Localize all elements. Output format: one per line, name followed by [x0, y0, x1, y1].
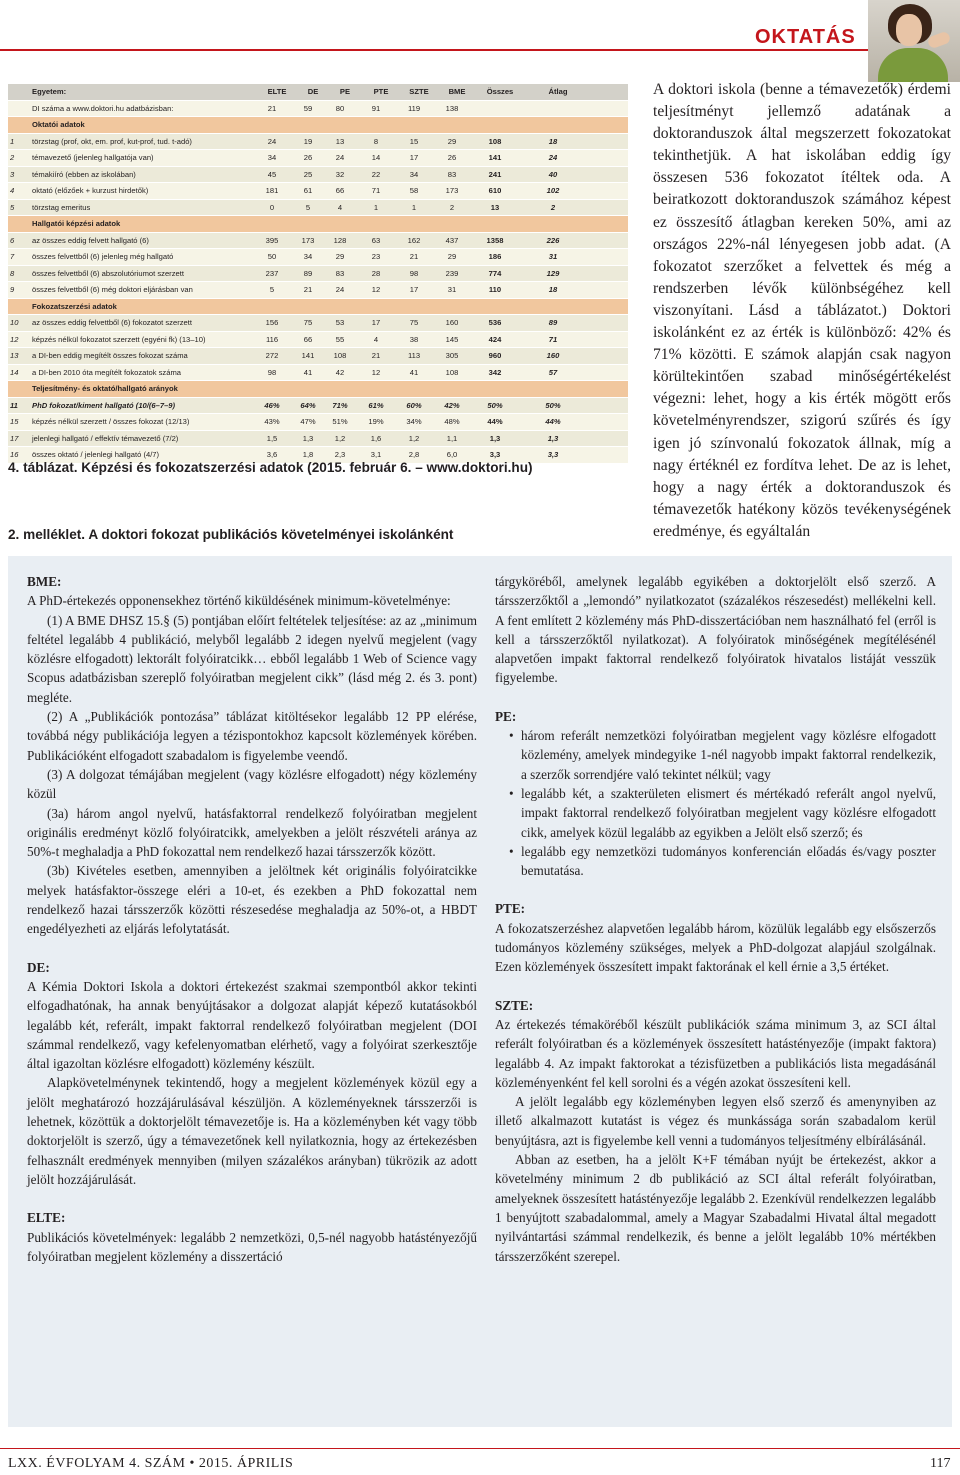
table-cell: 108: [488, 136, 502, 146]
paragraph: tárgyköréből, amelynek legalább egyikében a doktorjelölt első szerző. A társszerzőktől a „lemondó” nyilatkozatot (százalékos részesedést) mellékelni kell. A fent említett 2 közlemény más PhD-disszertációban nem használható fel (erről is kell a társszerzőktől nyilatkozat). A folyóiratok minőségének megítélésénél alapvetően impakt faktorral rendelkező folyóiratok hivatalos listáját vesszük figyelembe.: [495, 574, 936, 686]
table-cell: 119: [407, 103, 421, 113]
table-cell: 21: [409, 252, 419, 261]
box-column-left: [27, 572, 477, 1266]
row-label: összes felvettből (6) abszolutóriumot szerzett: [32, 268, 184, 278]
table-cell: 55: [335, 334, 345, 344]
paragraph: Abban az esetben, ha a jelölt K+F témában nyújt be értekezést, akkor a követelmény minimum 2 db publikáció az SCI által referált folyóiratban, amelyeknek összesített hatástényezője legalább 2. Ezenkívül rendelkezzen legalább 1 benyújtott szabadalommal, amely a Magyar Szabadalmi Hivatal által megadott nyilvántartási számmal rendelkezik, és benne a jelölt legalább 10% mértékben társszerzőként szerepel.: [495, 1152, 936, 1264]
table-cell: 19%: [368, 417, 384, 426]
header-rule: [0, 49, 960, 51]
table-cell: 24: [335, 153, 345, 162]
table-cell: 437: [445, 235, 459, 245]
table-cell: 43%: [264, 417, 280, 426]
table-cell: 15: [409, 136, 419, 146]
requirements-box: [8, 556, 952, 1427]
table-cell: 774: [488, 268, 502, 278]
table-cell: 102: [546, 186, 560, 195]
table-cell: 38: [409, 334, 419, 344]
table-row: [8, 249, 628, 266]
table-cell: 128: [333, 235, 347, 245]
pte-heading: PTE:: [495, 901, 526, 917]
table-cell: 61: [303, 186, 313, 195]
table-cell: 31: [447, 285, 457, 294]
table-cell: 129: [546, 268, 560, 278]
de-heading: DE:: [27, 959, 50, 975]
paragraph: A fokozatszerzéshez alapvetően legalább három, közülük legalább egy elsőszerzős tudományos közlemény szükséges, melyek a PhD-dolgozat alapjául szolgálnak. Ezen közlemények összesített impakt faktorának el kell érnie a 3,5 értéket.: [495, 920, 936, 975]
row-label: PhD fokozat/kiment hallgató (10/(6–7–9): [32, 400, 176, 410]
table-row: [8, 365, 628, 382]
table-cell: 108: [445, 367, 459, 377]
table-cell: 29: [335, 252, 345, 261]
table-cell: 4: [337, 202, 343, 212]
table-cell: 1: [411, 202, 417, 212]
row-label: összes oktató / jelenlegi hallgató (4/7): [32, 450, 160, 459]
page-number: 117: [930, 1456, 951, 1471]
row-label: összes felvettből (6) még doktori eljárásban van: [32, 285, 193, 294]
table-cell: 24: [548, 153, 558, 162]
table-cell: 241: [488, 169, 502, 179]
table-cell: 98: [409, 268, 419, 278]
table-cell: 59: [303, 103, 313, 113]
column-header: SZTE: [409, 87, 429, 96]
column-header: ELTE: [267, 87, 287, 96]
table-cell: 610: [488, 186, 502, 195]
table-cell: 34%: [406, 417, 422, 426]
row-label: Hallgatói képzési adatok: [32, 219, 121, 228]
table-row: [8, 266, 628, 283]
table-cell: 113: [407, 351, 421, 360]
table-cell: 50: [267, 252, 277, 261]
paragraph: (2) A „Publikációk pontozása” táblázat kitöltésekor legalább 12 PP elérése, továbbá négy publikációja legyen a tézispontokhoz kapcsolt közlemények körében. Publikációként elfogadott szabadalom is figyelembe veendő.: [27, 709, 477, 763]
row-label: Teljesítmény- és oktató/hallgató arányok: [32, 384, 178, 393]
table-cell: 8: [373, 136, 379, 146]
row-number: 10: [10, 318, 19, 327]
table-cell: 17: [371, 318, 381, 327]
table-cell: 226: [546, 235, 560, 245]
footer-rule: [0, 1448, 960, 1449]
column-header: Egyetem:: [32, 87, 67, 96]
row-number: 12: [10, 334, 19, 344]
table-cell: 12: [371, 285, 381, 294]
row-label: az összes eddig felvett hallgató (6): [32, 235, 149, 245]
table-cell: 89: [303, 268, 313, 278]
table-cell: 1: [373, 202, 379, 212]
row-number: 16: [10, 450, 19, 459]
table-cell: 71: [371, 186, 381, 195]
table-cell: 110: [488, 285, 502, 294]
row-label: összes felvettből (6) jelenleg még hallgató: [32, 252, 174, 261]
row-label: a DI-ben 2010 óta megítélt fokozatok száma: [32, 367, 182, 377]
table-cell: 173: [301, 235, 315, 245]
section-header-row: [8, 216, 628, 233]
paragraph: Alapkövetelménynek tekintendő, hogy a megjelent közlemények közül egy a jelölt meghatározó hozzájárulásával készüljön. A közleményeknek társszerzői is lehetnek, közöttük a doktorjelölt témavezetője is. Ha a közleményben két vagy több doktorjelölt is szerző, úgy a témavezetőnek kell nyilatkoznia, hogy az értekezésben felhasznált eredmények mennyiben (milyen százalékos arányban) tükrözik az adott jelölt hozzájárulását.: [27, 1075, 477, 1187]
column-header: PTE: [373, 87, 389, 96]
table-cell: 29: [447, 136, 457, 146]
pe-list: [495, 726, 936, 880]
table-cell: 31: [548, 252, 558, 261]
table-cell: 1,3: [302, 433, 314, 443]
table-cell: 18: [548, 136, 558, 146]
column-header: DE: [307, 87, 319, 96]
table-cell: 25: [303, 169, 313, 179]
table-cell: 46%: [264, 400, 280, 410]
row-number: 6: [10, 235, 15, 245]
table-cell: 5: [305, 202, 311, 212]
table-cell: 145: [445, 334, 459, 344]
table-cell: 3,3: [547, 450, 559, 459]
table-cell: 162: [407, 235, 421, 245]
row-number: 14: [10, 367, 19, 377]
table-row: [8, 332, 628, 349]
table-cell: 2,8: [408, 450, 420, 459]
table-cell: 1358: [486, 235, 504, 245]
table-cell: 24: [335, 285, 345, 294]
table-cell: 34: [409, 169, 419, 179]
table-cell: 6,0: [446, 450, 458, 459]
table-cell: 424: [488, 334, 502, 344]
data-table: [8, 84, 628, 464]
table-cell: 160: [546, 351, 560, 360]
row-number: 7: [10, 252, 15, 261]
row-number: 3: [10, 169, 15, 179]
section-header-row: [8, 381, 628, 398]
table-cell: 66: [303, 334, 313, 344]
table-cell: 44%: [545, 417, 561, 426]
table-cell: 342: [488, 367, 502, 377]
row-label: Fokozatszerzési adatok: [32, 301, 117, 311]
table-row: [8, 315, 628, 332]
szte-heading: SZTE:: [495, 997, 534, 1013]
row-number: 8: [10, 268, 15, 278]
row-number: 1: [10, 136, 15, 146]
table-cell: 45: [267, 169, 277, 179]
table-cell: 60%: [406, 400, 422, 410]
paragraph: (3a) három angol nyelvű, hatásfaktorral rendelkező folyóiratban megjelent originális eredményt közlő folyóiratcikk, amelyekben a jelölt részvételi aránya az 50%-t meghaladja a PhD fokozattal nem rendelkező hazai társszerzők között.: [27, 805, 477, 860]
table-cell: 13: [490, 202, 500, 212]
annex-title: 2. melléklet. A doktori fokozat publikációs követelményei iskolánként: [8, 527, 454, 542]
issue-info: LXX. ÉVFOLYAM 4. SZÁM • 2015. ÁPRILIS: [8, 1456, 294, 1471]
table-cell: 960: [488, 351, 502, 360]
table-cell: 66: [335, 186, 345, 195]
paragraph: (1) A BME DHSZ 15.§ (5) pontjában előírt feltételek teljesítése: az az „minimum feltétel legalább 4 publikáció, melyből legalább 2 idegen nyelvű megjelent (vagy közlésre elfogadott) lektorált folyóiratcikk… ebből legalább 1 Web of Science vagy Scopus adatbázisban szereplő folyóiratban megjelent cikk” (lásd még 2. és 3. pont) megléte.: [27, 612, 477, 705]
table-cell: 2: [550, 202, 556, 212]
table-cell: 3,6: [266, 450, 278, 459]
row-number: 2: [10, 153, 15, 162]
table-cell: 71: [548, 334, 558, 344]
column-header: PE: [339, 87, 351, 96]
row-label: témavezető (jelenleg hallgatója van): [32, 153, 154, 162]
table-cell: 21: [371, 351, 381, 360]
table-cell: 28: [371, 268, 381, 278]
table-cell: 18: [548, 285, 558, 294]
table-cell: 41: [303, 367, 313, 377]
table-cell: 1,8: [302, 450, 314, 459]
table-cell: 21: [267, 103, 277, 113]
table-cell: 98: [267, 367, 277, 377]
table-cell: 1,2: [334, 433, 346, 443]
table-cell: 1,3: [547, 433, 559, 443]
row-label: jelenlegi hallgató / effektív témavezető (7/2): [32, 433, 179, 443]
student-photo: [868, 0, 960, 82]
table-cell: 29: [447, 252, 457, 261]
table-cell: 138: [445, 103, 459, 113]
table-cell: 1,3: [489, 433, 501, 443]
paragraph: Az értekezés témaköréből készült publikációk száma minimum 3, az SCI által referált folyóiratban és a közlemények összesített hatástényezője (impakt faktora) legalább 4. Az impakt faktorokat a tézisfüzetben a publikációs lista megadásánál közleményenként fel kell sorolni és a végén azokat összesíteni kell.: [495, 1016, 936, 1090]
table-cell: 21: [303, 285, 313, 294]
table-cell: 19: [303, 136, 313, 146]
table-cell: 64%: [300, 400, 316, 410]
bme-heading: BME:: [27, 574, 62, 589]
row-number: 15: [10, 417, 19, 426]
paragraph: (3b) Kivételes esetben, amennyiben a jelöltnek két originális folyóiratcikke melyek hatásfaktor-összege eléri a 10-et, és ezekben a PhD fokozattal nem rendelkező hazai társszerzők közötti részesedése meghaladja az 50%-ot, a HBDT engedélyezheti az eljárás lefolytatását.: [27, 863, 477, 937]
row-number: 5: [10, 202, 15, 212]
table-cell: 41: [409, 367, 419, 377]
table-cell: 23: [371, 252, 381, 261]
table-cell: 17: [409, 153, 419, 162]
table-cell: 61%: [368, 400, 384, 410]
table-cell: 4: [373, 334, 379, 344]
row-label: törzstag (prof, okt, em. prof, kut-prof, tud. t-adó): [32, 136, 192, 146]
table-cell: 58: [409, 186, 419, 195]
table-cell: 181: [265, 186, 279, 195]
column-header: Összes: [486, 87, 514, 96]
table-row: [8, 183, 628, 200]
row-label: témakiíró (ebben az iskolában): [32, 169, 136, 179]
table-cell: 13: [335, 136, 345, 146]
table-cell: 83: [447, 169, 457, 179]
table-cell: 34: [267, 153, 277, 162]
table-cell: 44%: [487, 417, 503, 426]
table-row: [8, 431, 628, 448]
table-row: [8, 414, 628, 431]
table-cell: 12: [371, 367, 381, 377]
row-number: 4: [10, 186, 15, 195]
table-cell: 5: [269, 285, 275, 294]
table-row: [8, 101, 628, 118]
table-cell: 75: [409, 318, 419, 327]
table-row: [8, 134, 628, 151]
table-cell: 50%: [487, 400, 503, 410]
table-row: [8, 200, 628, 217]
table-cell: 1,2: [408, 433, 420, 443]
table-cell: 156: [265, 318, 279, 327]
row-number: 13: [10, 351, 19, 360]
table-cell: 272: [265, 351, 279, 360]
table-cell: 395: [265, 235, 279, 245]
column-header: BME: [448, 87, 466, 96]
table-row: [8, 348, 628, 365]
table-cell: 116: [265, 334, 279, 344]
table-cell: 51%: [332, 417, 348, 426]
table-cell: 1,6: [370, 433, 382, 443]
table-cell: 91: [371, 103, 381, 113]
table-cell: 3,1: [370, 450, 382, 459]
pe-heading: PE:: [495, 708, 517, 724]
row-label: a DI-ben eddig megítélt összes fokozat száma: [32, 351, 188, 360]
table-cell: 89: [548, 318, 558, 327]
paragraph: (3) A dolgozat témájában megjelent (vagy közlésre elfogadott) négy közlemény közül: [27, 766, 477, 802]
table-cell: 2: [449, 202, 455, 212]
table-row: [8, 282, 628, 299]
table-cell: 47%: [300, 417, 316, 426]
paragraph: A Kémia Doktori Iskola a doktori értekezést szakmai szempontból akkor tekinti elfogadhatónak, ha annak benyújtásakor a dolgozat alapját képező kutatásokból legalább két, referált, impakt faktorral rendelkező folyóiratban megjelent (DOI számmal rendelkező, vagy kefelenyomatban elérhető, vagy a folyóirat szerkesztője által igazoltan közlésre elfogadott) közlemény készült.: [27, 978, 477, 1072]
table-cell: 34: [303, 252, 313, 261]
table-cell: 26: [303, 153, 313, 162]
list-item: • legalább egy nemzetközi tudományos konferencián előadás és/vagy poszter bemutatása.: [495, 842, 936, 881]
table-cell: 305: [445, 351, 459, 360]
row-number: 9: [10, 285, 15, 294]
table-cell: 108: [333, 351, 347, 360]
table-cell: 83: [335, 268, 345, 278]
list-item: • legalább két, a szakterületen elismert és mértékadó referált angol nyelvű, impakt faktorral rendelkező folyóiratban megjelent vagy közlésre elfogadott cikk, amelyek közül legalább az egyikben a Jelölt első szerző; és: [495, 784, 936, 842]
table-cell: 141: [488, 153, 502, 162]
box-column-right: [495, 572, 936, 1266]
paragraph: A jelölt legalább egy közleményben legyen első szerző és amenynyiben az illető alkalmazott kutatást is végez és munkássága során szabadalom kerül benyújtásra, azt is figyelembe kell venni a tudományos teljesítmény elbírálásánál.: [495, 1094, 936, 1148]
table-caption: 4. táblázat. Képzési és fokozatszerzési adatok (2015. február 6. – www.doktori.hu): [8, 460, 533, 475]
table-cell: 63: [371, 235, 381, 245]
row-label: Oktatói adatok: [32, 120, 85, 129]
paragraph: A PhD-értekezés opponensekhez történő kiküldésének minimum-követelménye:: [27, 593, 451, 609]
row-number: 11: [10, 400, 18, 410]
table-row: [8, 233, 628, 250]
elte-heading: ELTE:: [27, 1210, 66, 1226]
table-cell: 57: [548, 367, 558, 377]
right-column-text: [653, 79, 951, 543]
row-number: 17: [10, 433, 19, 443]
row-label: oktató (előzőek + kurzust hirdetők): [32, 186, 149, 195]
table-cell: 536: [488, 318, 502, 327]
table-cell: 141: [301, 351, 315, 360]
table-cell: 53: [335, 318, 345, 327]
table-cell: 3,3: [489, 450, 501, 459]
table-cell: 40: [548, 169, 558, 179]
table-cell: 0: [269, 202, 275, 212]
paragraph: A doktori iskola (benne a témavezetők) érdemi teljesítményt jellemző adatának a doktoranduszok által megszerzett fokozatokat tekinthetjük. A hat iskolában eddig így összesen 536 fokozatot ítéltek oda. A beiratkozott doktoranduszok számához képest ez összesítő átlagban kereken 50%, ami az országos 22%-nál lényegesen jobb adat. (A fokozatot szerzőket a felvettek és még a rendszerben lévők különbségéhez kell viszonyítani. Lásd a táblázatot.) Doktori iskolánként ez az érték is különböző: 42% és 71% közötti. E számok alapján csak nagyon körültekintően szabad minőségértékelést végezni: lehet, hogy a kis érték mögött erős követelményrendszer, szigorú szűrés és így igen jó színvonalú fokozatok állnak, míg a nagy értéknél ez fordítva lehet. De az is lehet, hogy a nagy érték a doktoranduszok és témavezetők hatékony közös tevékenységének eredménye, és egyáltalán: [653, 81, 951, 540]
row-label: képzés nélkül fokozatot szerzett (egyéni fk) (13–10): [32, 334, 206, 344]
table-cell: 24: [267, 136, 277, 146]
section-header-row: [8, 117, 628, 134]
table-cell: 42: [335, 367, 345, 377]
table-cell: 1,5: [266, 433, 278, 443]
table-row: [8, 150, 628, 167]
table-cell: 2,3: [334, 450, 346, 459]
table-cell: 32: [335, 169, 345, 179]
table-cell: 50%: [545, 400, 561, 410]
table-cell: 186: [488, 252, 502, 261]
section-title: OKTATÁS: [755, 26, 856, 48]
row-label: DI száma a www.doktori.hu adatbázisban:: [32, 103, 174, 113]
table-row: [8, 167, 628, 184]
table-cell: 22: [371, 169, 381, 179]
table-cell: 237: [265, 268, 279, 278]
table-cell: 48%: [444, 417, 460, 426]
table-cell: 17: [409, 285, 419, 294]
table-header-row: [8, 84, 628, 101]
table-cell: 80: [335, 103, 345, 113]
table-row: [8, 398, 628, 415]
row-label: az összes eddig felvettből (6) fokozatot szerzett: [32, 318, 192, 327]
row-label: képzés nélkül szerzett / összes fokozat (12/13): [32, 417, 190, 426]
column-header: Átlag: [548, 87, 568, 96]
paragraph: Publikációs követelmények: legalább 2 nemzetközi, 0,5-nél nagyobb hatástényezőjű folyóiratban megjelent közlemény a disszertáció: [27, 1229, 477, 1264]
table-cell: 173: [445, 186, 459, 195]
list-item: • három referált nemzetközi folyóiratban megjelent vagy közlésre elfogadott közlemény, amelyek mindegyike 1-nél nagyobb impakt faktorral rendelkezik, a szerzők sorrendjére való tekintet nélkül; vagy: [495, 726, 936, 784]
section-header-row: [8, 299, 628, 316]
table-cell: 1,1: [446, 433, 458, 443]
row-label: törzstag emeritus: [32, 202, 91, 212]
table-cell: 239: [445, 268, 459, 278]
table-cell: 75: [303, 318, 313, 327]
table-cell: 14: [371, 153, 381, 162]
table-cell: 160: [445, 318, 459, 327]
table-cell: 71%: [332, 400, 348, 410]
table-cell: 42%: [444, 400, 460, 410]
table-cell: 26: [447, 153, 457, 162]
